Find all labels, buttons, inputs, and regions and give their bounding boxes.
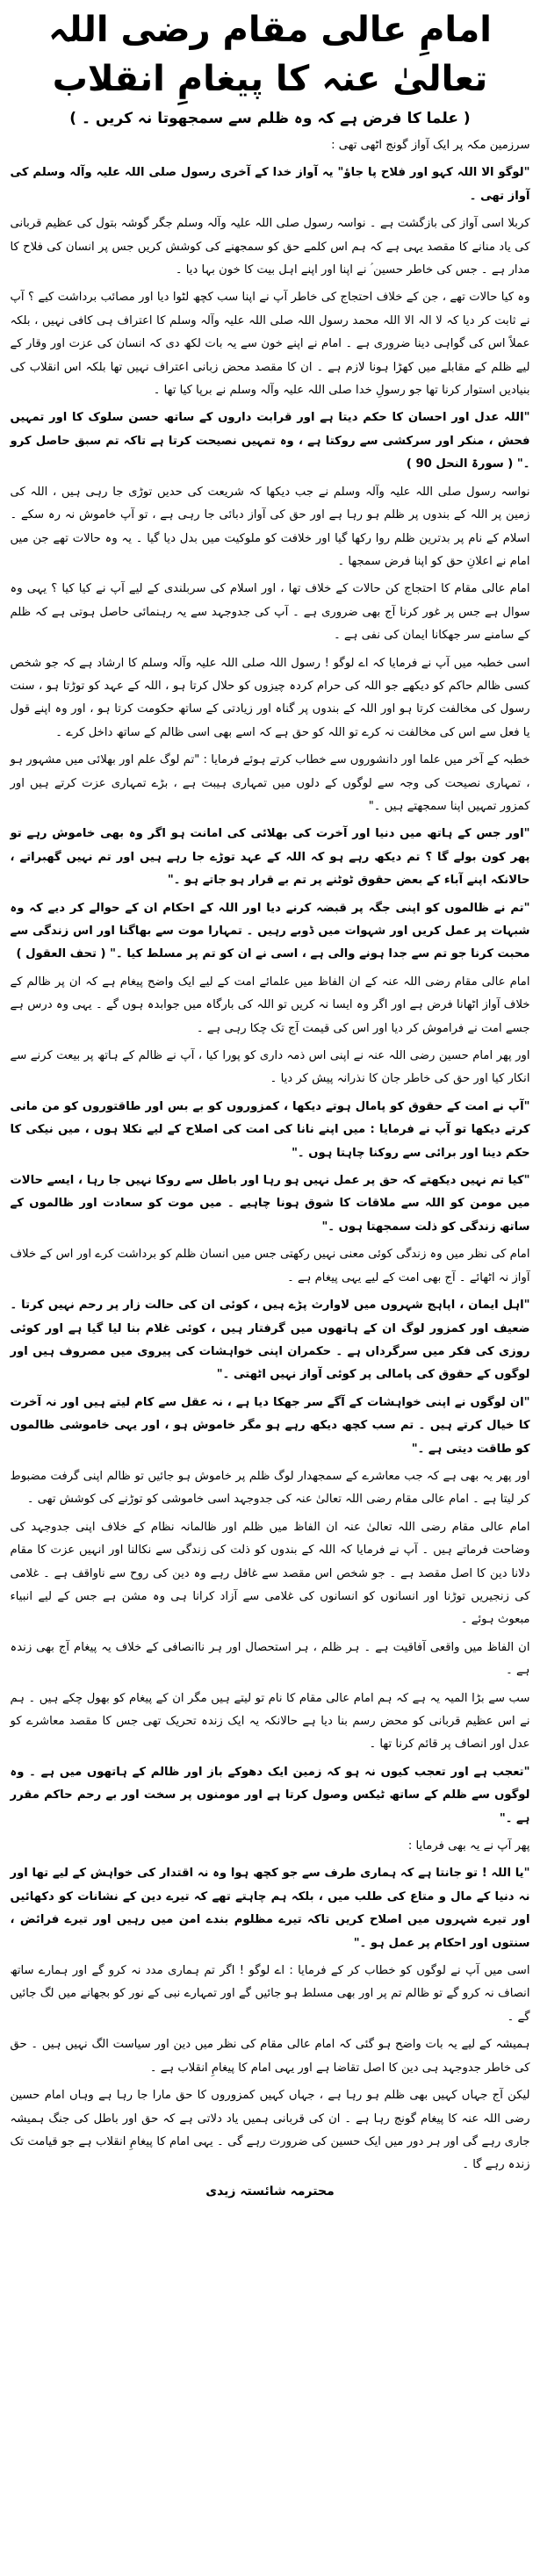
- article-paragraph: پھر آپ نے یہ بھی فرمایا :: [407, 1839, 530, 1853]
- article-paragraph: "تعجب ہے اور تعجب کیوں نہ ہو کہ زمین ایک دھوکے باز اور ظالم کے ہاتھوں میں ہے ۔ وہ لوگوں سے ظلم کے ساتھ ٹیکس وصول کرتا ہے اور مومنوں پر سخت اور بے رحم حاکم مقرر ہے ۔": [10, 1765, 530, 1825]
- author-signature: محترمہ شائستہ زیدی: [205, 2184, 335, 2198]
- article-paragraph: "اور جس کے ہاتھ میں دنیا اور آخرت کی بھلائی کی امانت ہو اگر وہ بھی خاموش رہے تو پھر کون بولے گا ؟ تم دیکھ رہے ہو کہ اللہ کے عہد توڑے جا رہے ہیں اور تم نہیں گھبراتے ، حالانکہ اپنے آباء کے بعض حقوق ٹوٹنے پر تم بے قرار ہو جاتے ہو ۔": [10, 827, 530, 888]
- article-paragraph: ہمیشہ کے لیے یہ بات واضح ہو گئی کہ امام عالی مقام کی نظر میں دین اور سیاست الگ نہیں ہیں ۔ حق کی خاطر جدوجہد ہی دین کا اصل تقاضا ہے اور یہی امام کا پیغامِ انقلاب ہے ۔: [10, 2038, 530, 2075]
- article-paragraph: وہ کیا حالات تھے ، جن کے خلاف احتجاج کی خاطر آپ نے اپنا سب کچھ لٹوا دیا اور مصائب برداشت کیے ؟ آپ نے ثابت کر دیا کہ لا الہ الا اللہ محمد رسول اللہ صلی اللہ علیہ وآلہ وسلم کا اعتراف ہی کافی نہیں ، بلکہ عملاً اس کی گواہی دینا ضروری ہے ۔ امام نے اپنے خون سے یہ بات لکھ دی کہ انسان کی عزت اور وقار کے لیے ظلم کے مقابلے میں کھڑا ہونا لازم ہے ۔ ان کا مقصد محض زبانی اعتراف نہیں تھا بلکہ اس انقلاب کی بنیادیں استوار کرنا تھا جو رسولِ خدا صلی اللہ علیہ وآلہ وسلم نے برپا کیا تھا ۔: [10, 291, 530, 398]
- article-paragraph: نواسہ رسول صلی اللہ علیہ وآلہ وسلم نے جب دیکھا کہ شریعت کی حدیں توڑی جا رہی ہیں ، اللہ کی زمین پر اللہ کے بندوں پر ظلم ہو رہا ہے اور حق کی آواز دبائی جا رہی ہے ، تو آپ خاموش نہ رہ سکے ۔ اسلام کے نام پر بدترین ظلم روا رکھا گیا اور خلافت کو ملوکیت میں بدل دیا گیا ۔ یہ وہ حالات تھے جن میں امام نے اعلانِ حق کو اپنا فرض سمجھا ۔: [10, 485, 530, 568]
- article-paragraph: "یا اللہ ! تو جانتا ہے کہ ہماری طرف سے جو کچھ ہوا وہ نہ اقتدار کی خواہش کے لیے تھا اور نہ دنیا کے مال و متاع کی طلب میں ، بلکہ ہم چاہتے تھے کہ تیرے دین کے نشانات کو دکھائیں اور تیرے شہروں میں اصلاح کریں تاکہ تیرے مظلوم بندے امن میں رہیں اور تیرے فرائض ، سنتوں اور احکام پر عمل ہو ۔": [10, 1867, 530, 1950]
- article-paragraph: اور پھر یہ بھی ہے کہ جب معاشرے کے سمجھدار لوگ ظلم پر خاموش ہو جائیں تو ظالم اپنی گرفت مضبوط کر لیتا ہے ۔ امام عالی مقام رضی اللہ تعالیٰ عنہ کی جدوجہد اسی خاموشی کو توڑنے کی کوشش تھی ۔: [10, 1469, 530, 1507]
- article-paragraph: "اللہ عدل اور احسان کا حکم دیتا ہے اور قرابت داروں کے ساتھ حسن سلوک کا اور تمہیں فحش ، منکر اور سرکشی سے روکتا ہے ، وہ تمہیں نصیحت کرتا ہے تاکہ تم سبق حاصل کرو ۔" ( سورۃ النحل 90 ): [10, 411, 530, 471]
- article-paragraph: "اہل ایمان ، اپاہج شہروں میں لاوارث پڑے ہیں ، کوئی ان کی حالت زار پر رحم نہیں کرتا ۔ ضعیف اور کمزور لوگ ان کے ہاتھوں میں گرفتار ہیں ، کوئی غلام بنا لیا گیا ہے اور کوئی روزی کی فکر میں سرگرداں ہے ۔ حکمران اپنی خواہشات کی پیروی میں مصروف ہیں اور لوگوں کے حقوق کی پامالی پر کوئی آواز نہیں اٹھتی ۔": [10, 1299, 530, 1382]
- article-paragraph: سرزمین مکہ پر ایک آواز گونج اٹھی تھی :: [331, 139, 530, 152]
- article-paragraph: "تم نے ظالموں کو اپنی جگہ پر قبضہ کرنے دیا اور اللہ کے احکام ان کے حوالے کر دیے کہ وہ شبہات پر عمل کریں اور شہوات میں ڈوبے رہیں ۔ تمہارا موت سے بھاگنا اور اس زندگی سے محبت کرنا جو تم سے جدا ہونے والی ہے ، اسی نے ان کو تم پر مسلط کیا ۔" ( تحف العقول ): [10, 901, 530, 961]
- article-paragraph: اسی میں آپ نے لوگوں کو خطاب کر کے فرمایا : اے لوگو ! اگر تم ہماری مدد نہ کرو گے اور ہمارے ساتھ انصاف نہ کرو گے تو ظالم تم پر اور بھی مسلط ہو جائیں گے اور تمہارے نبی کے نور کو بجھانے میں لگ جائیں گے ۔: [10, 1964, 530, 2024]
- article-body: [11, 134, 530, 2177]
- article-paragraph: "آپ نے امت کے حقوق کو پامال ہوتے دیکھا ، کمزوروں کو بے بس اور طاقتوروں کو من مانی کرتے دیکھا تو آپ نے فرمایا : میں اپنے نانا کی امت کی اصلاح کے لیے نکلا ہوں ، میں نیکی کا حکم دینا اور برائی سے روکنا چاہتا ہوں ۔": [10, 1099, 530, 1160]
- article-title: امامِ عالی مقام رضی اللہ تعالیٰ عنہ کا پیغامِ انقلاب: [48, 10, 492, 99]
- article-paragraph: "کیا تم نہیں دیکھتے کہ حق پر عمل نہیں ہو رہا اور باطل سے روکا نہیں جا رہا ، ایسے حالات میں مومن کو اللہ سے ملاقات کا شوق ہونا چاہیے ۔ میں موت کو سعادت اور ظالموں کے ساتھ زندگی کو ذلت سمجھتا ہوں ۔": [10, 1174, 530, 1234]
- article-paragraph: امام عالی مقام رضی اللہ عنہ کے ان الفاظ میں علمائے امت کے لیے ایک واضح پیغام ہے کہ ان پر ظالم کے خلاف آواز اٹھانا فرض ہے اور اگر وہ ایسا نہ کریں تو اللہ کی بارگاہ میں جوابدہ ہوں گے ۔ یہی وہ درس ہے جسے امت نے فراموش کر دیا اور اس کی قیمت آج تک چکا رہی ہے ۔: [10, 975, 530, 1035]
- article-paragraph: امام عالی مقام رضی اللہ تعالیٰ عنہ ان الفاظ میں ظلم اور ظالمانہ نظام کے خلاف اپنی جدوجہد کی وضاحت فرماتے ہیں ۔ آپ نے فرمایا کہ اللہ کے بندوں کو ذلت کی زندگی سے نکالنا اور انہیں عزت کا مقام دلانا دین کا اصل مقصد ہے ۔ جو شخص اس مقصد سے غافل رہے وہ دین کی روح سے ناواقف ہے ۔ غلامی کی زنجیریں توڑنا اور انسانوں کو انسانوں کی غلامی سے آزاد کرانا ہی وہ مشن ہے جس کے لیے انبیاء مبعوث ہوئے ۔: [10, 1520, 530, 1627]
- article-paragraph: کربلا اسی آواز کی بازگشت ہے ۔ نواسہ رسول صلی اللہ علیہ وآلہ وسلم جگر گوشہ بتول کی عظیم قربانی کی یاد منانے کا مقصد یہی ہے کہ ہم اس کلمے حق کو سمجھنے کی کوشش کریں جس پر انسان کی فلاح کا مدار ہے ۔ جس کی خاطر حسین ؑ نے اپنا اور اپنے اہل بیت کا خون بہا دیا ۔: [10, 217, 530, 277]
- article-paragraph: امام عالی مقام کا احتجاج کن حالات کے خلاف تھا ، اور اسلام کی سربلندی کے لیے آپ نے کیا کیا ؟ یہی وہ سوال ہے جس پر غور کرنا آج بھی ضروری ہے ۔ آپ کی جدوجہد سے یہ رہنمائی حاصل ہوتی ہے کہ ظلم کے سامنے سر جھکانا ایمان کی نفی ہے ۔: [10, 582, 530, 643]
- article-paragraph: خطبہ کے آخر میں علما اور دانشوروں سے خطاب کرتے ہوئے فرمایا : "تم لوگ علم اور بھلائی میں مشہور ہو ، تمہاری نصیحت کی وجہ سے لوگوں کے دلوں میں تمہاری ہیبت ہے ، بڑے تمہاری عزت کرتے ہیں اور کمزور تمہیں اپنا سمجھتے ہیں ۔": [10, 753, 530, 813]
- article-subtitle: ( علما کا فرض ہے کہ وہ ظلم سے سمجھوتا نہ کریں ۔ ): [69, 110, 471, 127]
- article-paragraph: ان الفاظ میں واقعی آفاقیت ہے ۔ ہر ظلم ، ہر استحصال اور ہر ناانصافی کے خلاف یہ پیغام آج بھی زندہ ہے ۔: [10, 1640, 530, 1678]
- article-paragraph: سب سے بڑا المیہ یہ ہے کہ ہم امام عالی مقام کا نام تو لیتے ہیں مگر ان کے پیغام کو بھول چکے ہیں ۔ ہم نے اس عظیم قربانی کو محض رسم بنا دیا ہے حالانکہ یہ ایک زندہ تحریک تھی جس کا مقصد معاشرے کو عدل اور انصاف پر قائم کرنا تھا ۔: [10, 1691, 530, 1752]
- article-paragraph: اسی خطبہ میں آپ نے فرمایا کہ اے لوگو ! رسول اللہ صلی اللہ علیہ وآلہ وسلم کا ارشاد ہے کہ جو شخص کسی ظالم حاکم کو دیکھے جو اللہ کی حرام کردہ چیزوں کو حلال کرتا ہو ، اللہ کے عہد کو توڑتا ہو ، سنت رسول کی مخالفت کرتا ہو اور اللہ کے بندوں پر گناہ اور زیادتی کے ساتھ حکومت کرتا ہو ، اور وہ اپنے قول یا فعل سے اس کی مخالفت نہ کرے تو اللہ کو حق ہے کہ اسے بھی اسی ظالم کے ساتھ داخل کرے ۔: [10, 656, 530, 739]
- article-paragraph: "ان لوگوں نے اپنی خواہشات کے آگے سر جھکا دیا ہے ، نہ عقل سے کام لیتے ہیں اور نہ آخرت کا خیال کرتے ہیں ۔ تم سب کچھ دیکھ رہے ہو مگر خاموش ہو ، اور یہی خاموشی ظالموں کو طاقت دیتی ہے ۔": [10, 1395, 530, 1456]
- article-page: [7, 0, 534, 2576]
- article-paragraph: "لوگو الا اللہ کہو اور فلاح پا جاؤ" یہ آواز خدا کے آخری رسول صلی اللہ علیہ وآلہ وسلم کی آواز تھی ۔: [10, 166, 530, 203]
- article-paragraph: اور پھر امام حسین رضی اللہ عنہ نے اپنی اس ذمہ داری کو پورا کیا ، آپ نے ظالم کے ہاتھ پر بیعت کرنے سے انکار کیا اور حق کی خاطر جان کا نذرانہ پیش کر دیا ۔: [10, 1049, 530, 1086]
- article-paragraph: لیکن آج جہاں کہیں بھی ظلم ہو رہا ہے ، جہاں کہیں کمزوروں کا حق مارا جا رہا ہے وہاں امام حسین رضی اللہ عنہ کا پیغام گونج رہا ہے ۔ ان کی قربانی ہمیں یاد دلاتی ہے کہ حق اور باطل کی جنگ ہمیشہ جاری رہے گی اور ہر دور میں ایک حسین کی ضرورت رہے گی ۔ یہی امام کا پیغامِ انقلاب ہے جو قیامت تک زندہ رہے گا ۔: [10, 2089, 530, 2172]
- article-paragraph: امام کی نظر میں وہ زندگی کوئی معنی نہیں رکھتی جس میں انسان ظلم کو برداشت کرے اور اس کے خلاف آواز نہ اٹھائے ۔ آج بھی امت کے لیے یہی پیغام ہے ۔: [10, 1248, 530, 1284]
